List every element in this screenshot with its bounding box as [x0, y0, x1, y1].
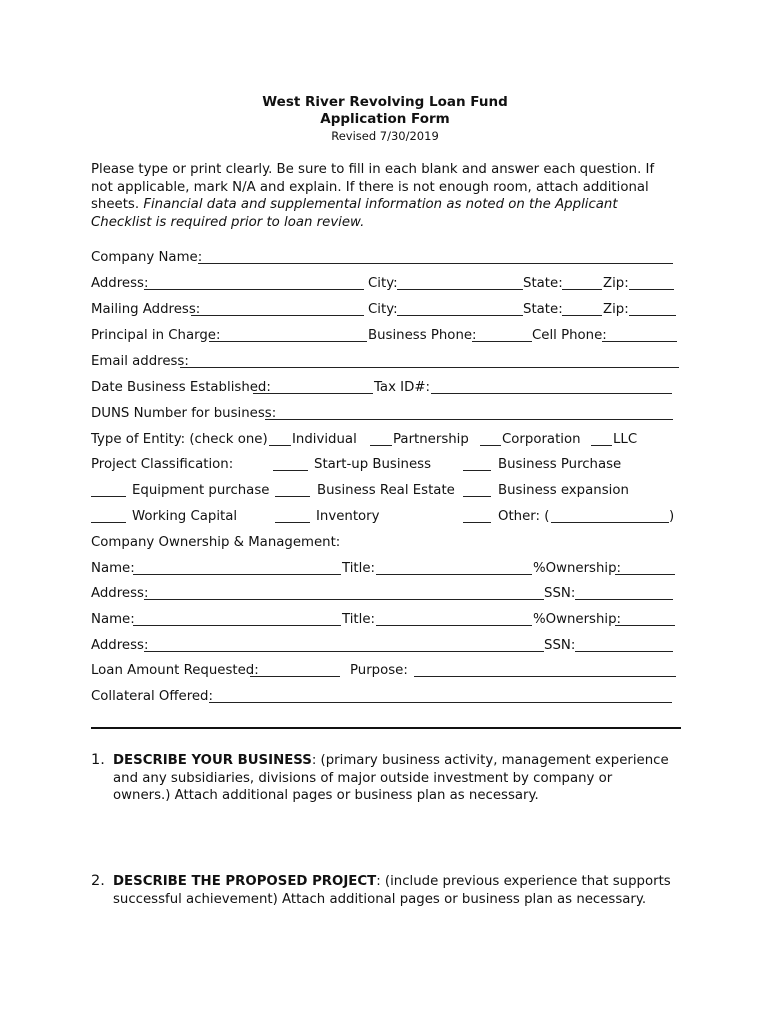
- duns-field[interactable]: [265, 419, 673, 420]
- section-1-text: : (primary business activity, management experience and any subsidiaries, divisions of major outside investment by company or owners.) Attach additional pages or business plan as necessary.: [113, 753, 669, 803]
- section-2-text: : (include previous experience that supports successful achievement) Attach additional pages or business plan as necessary.: [113, 874, 671, 907]
- mailing-state-field[interactable]: [562, 315, 602, 316]
- owner-2-ownership-field[interactable]: [615, 625, 675, 626]
- purpose-field[interactable]: [414, 676, 676, 677]
- mailing-city-label: City:: [368, 302, 398, 317]
- partnership-option: Partnership: [393, 432, 469, 447]
- owner-1-address-label: Address:: [91, 586, 149, 601]
- equipment-option: Equipment purchase: [132, 483, 270, 498]
- llc-option: LLC: [613, 432, 638, 447]
- section-describe-project: [91, 873, 671, 908]
- form-title: West River Revolving Loan Fund: [262, 94, 508, 110]
- collateral-label: Collateral Offered:: [91, 689, 213, 704]
- collateral-field[interactable]: [209, 702, 672, 703]
- email-field[interactable]: [180, 367, 679, 368]
- section-1-text-block: [113, 752, 671, 805]
- business-phone-label: Business Phone:: [368, 328, 477, 343]
- principal-field[interactable]: [209, 341, 367, 342]
- company-name-row: [91, 249, 681, 267]
- section-describe-business: [91, 752, 671, 805]
- owner-1-ssn-label: SSN:: [544, 586, 576, 601]
- other-close-paren: ): [669, 509, 675, 524]
- other-field[interactable]: [551, 522, 669, 523]
- project-class-row: [91, 456, 681, 474]
- email-label: Email address:: [91, 354, 189, 369]
- section-1-heading: DESCRIBE YOUR BUSINESS: [113, 753, 312, 768]
- ownership-label: Company Ownership & Management:: [91, 535, 341, 550]
- startup-checkbox[interactable]: [273, 470, 308, 471]
- owner-1-ownership-field[interactable]: [615, 574, 675, 575]
- duns-label: DUNS Number for business:: [91, 406, 277, 421]
- working-capital-checkbox[interactable]: [91, 522, 126, 523]
- real-estate-checkbox[interactable]: [275, 496, 310, 497]
- revision-date: Revised 7/30/2019: [331, 129, 439, 143]
- other-checkbox[interactable]: [463, 522, 491, 523]
- owner-1-title-label: Title:: [342, 561, 375, 576]
- form-subtitle: Application Form: [320, 111, 450, 127]
- owner-1-title-field[interactable]: [376, 574, 532, 575]
- mailing-city-field[interactable]: [397, 315, 523, 316]
- corporation-option: Corporation: [502, 432, 581, 447]
- partnership-checkbox[interactable]: [370, 445, 392, 446]
- expansion-checkbox[interactable]: [463, 496, 491, 497]
- project-class-row-2: [91, 482, 681, 500]
- duns-row: [91, 405, 681, 423]
- cell-phone-field[interactable]: [602, 341, 677, 342]
- address-label: Address:: [91, 276, 149, 291]
- mailing-zip-label: Zip:: [603, 302, 629, 317]
- mailing-address-row: [91, 301, 681, 319]
- tax-id-field[interactable]: [431, 393, 672, 394]
- cell-phone-label: Cell Phone:: [532, 328, 607, 343]
- mailing-zip-field[interactable]: [629, 315, 676, 316]
- section-1-number: 1.: [91, 752, 105, 768]
- project-class-row-3: [91, 508, 681, 526]
- expansion-option: Business expansion: [498, 483, 629, 498]
- address-row: [91, 275, 681, 293]
- address-field[interactable]: [144, 289, 364, 290]
- state-field[interactable]: [562, 289, 602, 290]
- principal-row: [91, 327, 681, 345]
- instructions-text: Please type or print clearly. Be sure to fill in each blank and answer each question. If not applicable, mark N/A and explain. If there is not enough room, attach additional sheets.: [91, 162, 655, 212]
- llc-checkbox[interactable]: [591, 445, 612, 446]
- owner-2-name-field[interactable]: [133, 625, 341, 626]
- loan-amount-label: Loan Amount Requested:: [91, 663, 259, 678]
- mailing-state-label: State:: [523, 302, 563, 317]
- corporation-checkbox[interactable]: [480, 445, 501, 446]
- city-field[interactable]: [397, 289, 523, 290]
- inventory-checkbox[interactable]: [275, 522, 310, 523]
- owner-1-name-field[interactable]: [133, 574, 341, 575]
- owner-1-address-field[interactable]: [144, 599, 544, 600]
- owner-1-address-row: [91, 585, 681, 603]
- owner-2-name-label: Name:: [91, 612, 135, 627]
- inventory-option: Inventory: [316, 509, 380, 524]
- owner-2-ssn-field[interactable]: [575, 651, 673, 652]
- section-2-heading: DESCRIBE THE PROPOSED PROJECT: [113, 874, 377, 889]
- individual-option: Individual: [292, 432, 357, 447]
- company-name-field[interactable]: [198, 263, 673, 264]
- instructions: [91, 161, 671, 231]
- startup-option: Start-up Business: [314, 457, 432, 472]
- zip-field[interactable]: [629, 289, 674, 290]
- project-class-label: Project Classification:: [91, 457, 234, 472]
- equipment-checkbox[interactable]: [91, 496, 126, 497]
- owner-1-ssn-field[interactable]: [575, 599, 673, 600]
- zip-label: Zip:: [603, 276, 629, 291]
- section-2-text-block: [113, 873, 671, 908]
- business-purchase-option: Business Purchase: [498, 457, 622, 472]
- loan-amount-row: [91, 662, 681, 680]
- entity-type-row: [91, 431, 681, 449]
- owner-2-address-row: [91, 637, 681, 655]
- principal-label: Principal in Charge:: [91, 328, 221, 343]
- owner-2-title-label: Title:: [342, 612, 375, 627]
- individual-checkbox[interactable]: [269, 445, 291, 446]
- owner-1-name-label: Name:: [91, 561, 135, 576]
- owner-2-ownership-label: %Ownership:: [533, 612, 622, 627]
- section-2-number: 2.: [91, 873, 105, 889]
- real-estate-option: Business Real Estate: [317, 483, 455, 498]
- collateral-row: [91, 688, 681, 706]
- date-established-field[interactable]: [253, 393, 373, 394]
- mailing-address-field[interactable]: [191, 315, 364, 316]
- other-option: Other: (: [498, 509, 550, 524]
- company-name-label: Company Name:: [91, 250, 203, 265]
- state-label: State:: [523, 276, 563, 291]
- owner-2-ssn-label: SSN:: [544, 638, 576, 653]
- loan-amount-field[interactable]: [250, 676, 340, 677]
- owner-1-ownership-label: %Ownership:: [533, 561, 622, 576]
- owner-2-address-label: Address:: [91, 638, 149, 653]
- owner-2-address-field[interactable]: [144, 651, 544, 652]
- instructions-italic: Financial data and supplemental information as noted on the Applicant Checklist is required prior to loan review.: [91, 197, 618, 230]
- city-label: City:: [368, 276, 398, 291]
- date-established-label: Date Business Established:: [91, 380, 271, 395]
- entity-type-label: Type of Entity: (check one): [91, 432, 268, 447]
- email-row: [91, 353, 681, 371]
- purpose-label: Purpose:: [350, 663, 408, 678]
- owner-2-title-field[interactable]: [376, 625, 532, 626]
- date-established-row: [91, 379, 681, 397]
- working-capital-option: Working Capital: [132, 509, 238, 524]
- ownership-row: [91, 534, 681, 552]
- mailing-address-label: Mailing Address:: [91, 302, 201, 317]
- tax-id-label: Tax ID#:: [374, 380, 430, 395]
- business-phone-field[interactable]: [472, 341, 532, 342]
- owner-1-row: [91, 560, 681, 578]
- section-divider: [91, 727, 681, 729]
- owner-2-row: [91, 611, 681, 629]
- business-purchase-checkbox[interactable]: [463, 470, 491, 471]
